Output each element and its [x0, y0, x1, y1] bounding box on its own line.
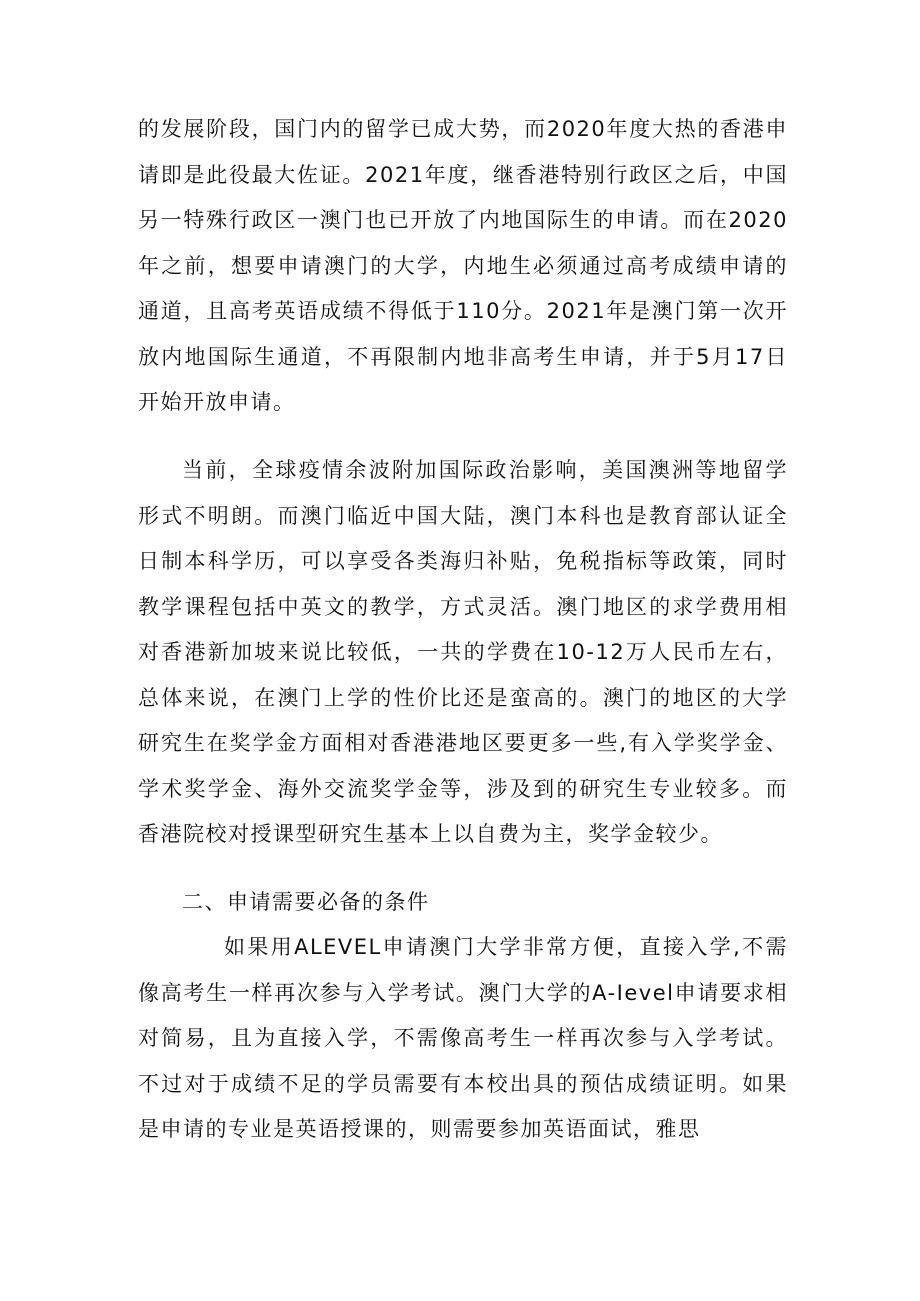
paragraph-text: 当前，全球疫情余波附加国际政治影响，美国澳洲等地留学形式不明朗。而澳门临近中国大陆，澳门本科也是教育部认证全日制本科学历，可以享受各类海归补贴，免税指标等政策，同时教学课程包括中英文的教学，方式灵活。澳门地区的求学费用相对香港新加坡来说比较低，一共的学费在10-12万人民币左右，总体来说，在澳门上学的性价比还是蛮高的。澳门的地区的大学研究生在奖学金方面相对香港港地区要更多一些,有入学奖学金、学术奖学金、海外交流奖学金等，涉及到的研究生专业较多。而香港院校对授课型研究生基本上以自费为主，奖学金较少。	[138, 458, 788, 846]
section-heading	[138, 880, 788, 926]
paragraph-alevel-requirements	[138, 925, 788, 1153]
paragraph-text: 的发展阶段，国门内的留学已成大势，而2020年度大热的香港申请即是此役最大佐证。2021年度，继香港特别行政区之后，中国另一特殊行政区一澳门也已开放了内地国际生的申请。而在2020年之前，想要申请澳门的大学，内地生必须通过高考成绩申请的通道，且高考英语成绩不得低于110分。2021年是澳门第一次开放内地国际生通道，不再限制内地非高考生申请，并于5月17日开始开放申请。	[138, 117, 788, 414]
paragraph-study-advantages	[138, 448, 788, 858]
paragraph-macau-opening	[138, 107, 788, 426]
section-heading-text: 二、申请需要必备的条件	[182, 890, 430, 914]
paragraph-text: 如果用ALEVEL申请澳门大学非常方便，直接入学,不需像高考生一样再次参与入学考试。澳门大学的A-Ievel申请要求相对简易，且为直接入学，不需像高考生一样再次参与入学考试。不过对于成绩不足的学员需要有本校出具的预估成绩证明。如果是申请的专业是英语授课的，则需要参加英语面试，雅思	[138, 935, 788, 1141]
